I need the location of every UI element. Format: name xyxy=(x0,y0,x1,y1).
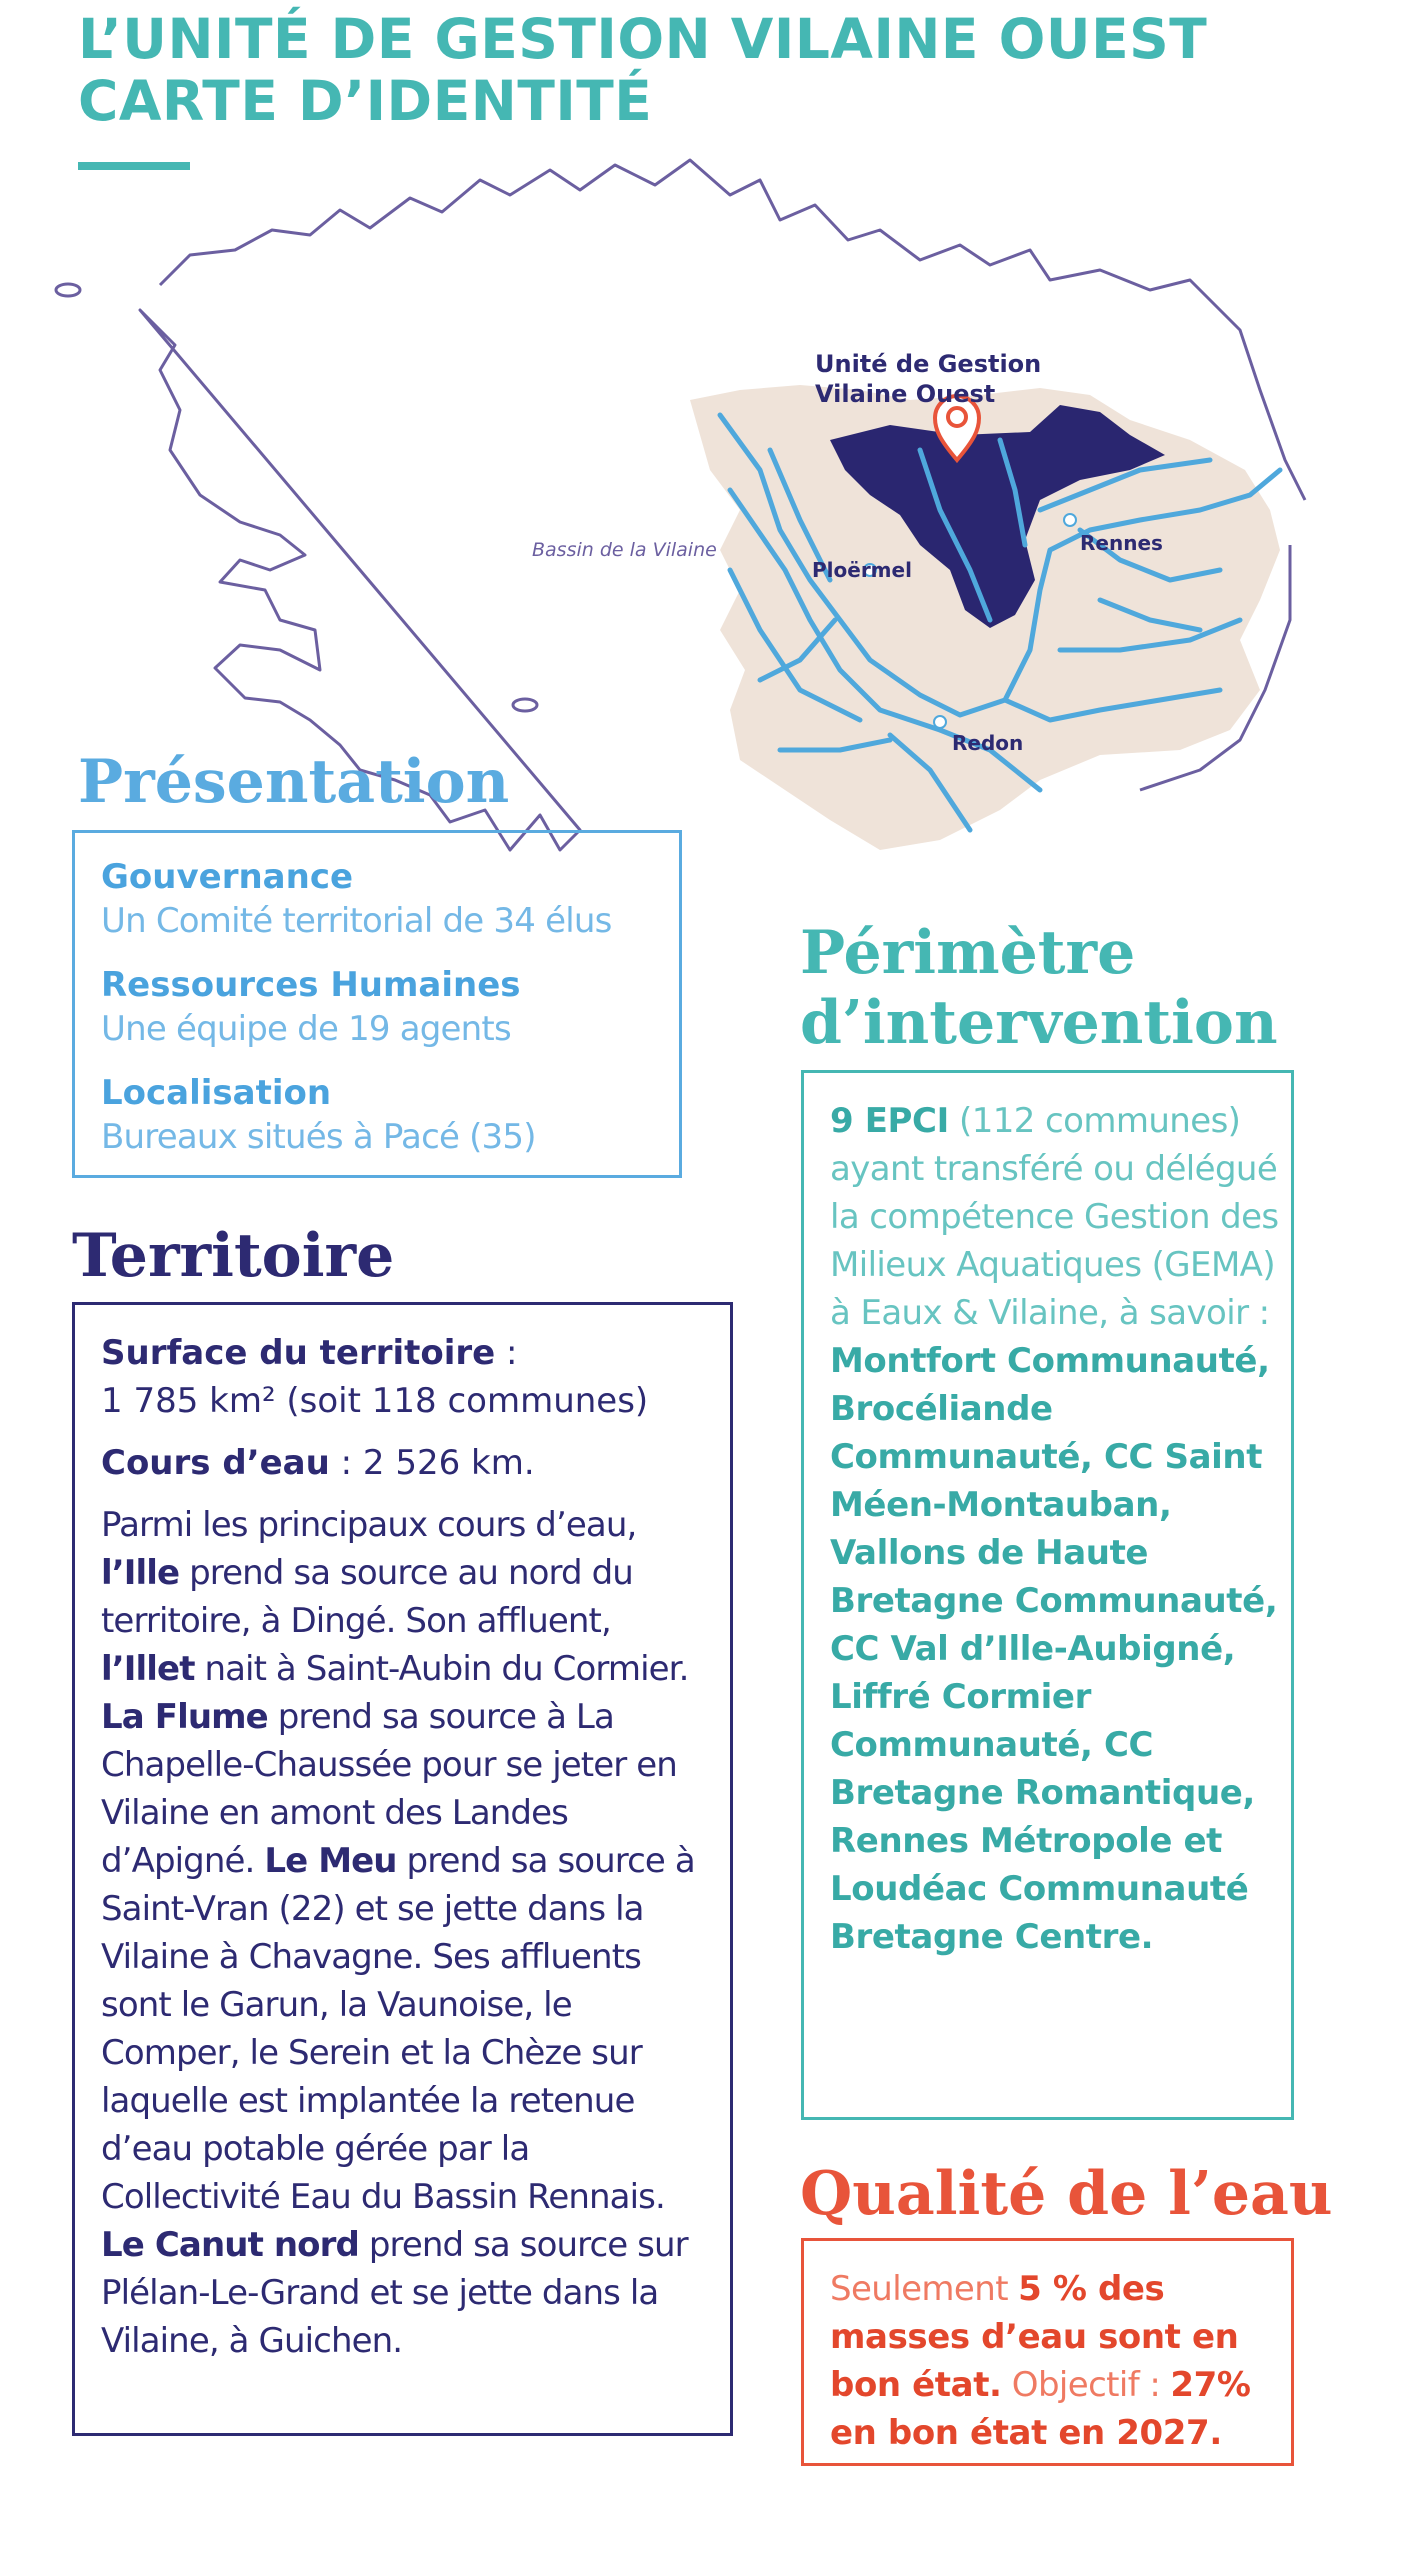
territoire-box xyxy=(72,1302,733,2436)
body-seg: prend sa source sur Plélan-Le-Grand et se jette dans la Vilaine, à Guichen. xyxy=(101,2225,688,2361)
qualite-text xyxy=(830,2265,1281,2457)
territoire-heading: Territoire xyxy=(72,1221,395,1291)
body-seg: prend sa source à La Chapelle-Chaussée pour se jeter en Vilaine en amont des Landes d’Apigné. xyxy=(101,1697,677,1881)
river-ille: l’Ille xyxy=(101,1553,180,1593)
river-meu: Le Meu xyxy=(264,1841,397,1881)
perimetre-intro: (112 communes) ayant transféré ou délégué la compétence Gestion des Milieux Aquatiques (GEMA) à Eaux & Vilaine, à savoir : xyxy=(830,1101,1279,1333)
location-text: Bureaux situés à Pacé (35) xyxy=(101,1117,536,1157)
body-seg: prend sa source au nord du territoire, à Dingé. Son affluent, xyxy=(101,1553,633,1641)
basin-label: Bassin de la Vilaine xyxy=(532,539,717,561)
city-dot-redon xyxy=(934,716,946,728)
surface-label: Surface du territoire xyxy=(101,1333,496,1373)
city-dot-rennes xyxy=(1064,514,1076,526)
human-resources-text: Une équipe de 19 agents xyxy=(101,1009,511,1049)
human-resources-title: Ressources Humaines xyxy=(101,965,521,1005)
unit-label-line-1: Unité de Gestion xyxy=(815,350,1042,378)
territoire-body xyxy=(101,1501,710,2365)
presentation-heading: Présentation xyxy=(78,747,510,817)
river-canut-nord: Le Canut nord xyxy=(101,2225,359,2265)
unit-label-line-2: Vilaine Ouest xyxy=(815,380,996,408)
body-seg: Parmi les principaux cours d’eau, xyxy=(101,1505,637,1545)
epci-label: 9 EPCI xyxy=(830,1101,949,1141)
cours-label: Cours d’eau xyxy=(101,1443,330,1483)
qualite-bold-1: 5 % des masses d’eau sont en bon état. xyxy=(830,2269,1239,2405)
city-label-rennes: Rennes xyxy=(1080,531,1163,555)
governance-title: Gouvernance xyxy=(101,857,354,897)
body-seg: nait à Saint-Aubin du Cormier. xyxy=(194,1649,689,1689)
island xyxy=(513,699,537,711)
surface-value: 1 785 km² (soit 118 communes) xyxy=(101,1381,649,1421)
qualite-heading: Qualité de l’eau xyxy=(800,2159,1333,2229)
page-title xyxy=(78,8,1378,132)
epci-list: Montfort Communauté, Brocéliande Communauté, CC Saint Méen-Montauban, Vallons de Haute Bretagne Communauté, CC Val d’Ille-Aubigné, Liffré Cormier Communauté, CC Bretagne Romantique, Rennes Métropole et Loudéac Communauté Bretagne Centre. xyxy=(830,1341,1278,1957)
perimetre-heading-line-1: Périmètre xyxy=(800,918,1136,988)
qualite-text-1: Seulement xyxy=(830,2269,1019,2309)
city-label-ploermel: Ploërmel xyxy=(812,558,912,582)
island xyxy=(56,284,80,296)
perimetre-heading-line-2: d’intervention xyxy=(800,988,1278,1058)
qualite-box xyxy=(801,2238,1294,2466)
governance-text: Un Comité territorial de 34 élus xyxy=(101,901,612,941)
perimetre-text xyxy=(830,1097,1283,1961)
surface-sep: : xyxy=(495,1333,518,1373)
title-line-2: CARTE D’IDENTITÉ xyxy=(78,69,653,133)
location-title: Localisation xyxy=(101,1073,332,1113)
cours-paragraph xyxy=(101,1439,710,1487)
city-label-redon: Redon xyxy=(952,731,1024,755)
title-line-1: L’UNITÉ DE GESTION VILAINE OUEST xyxy=(78,7,1208,71)
qualite-bold-2: 27% en bon état en 2027. xyxy=(830,2365,1251,2453)
body-seg: prend sa source à Saint-Vran (22) et se jette dans la Vilaine à Chavagne. Ses affluents sont le Garun, la Vaunoise, le Comper, le Serein et la Chèze sur laquelle est implantée la retenue d’eau potable gérée par la Collectivité Eau du Bassin Rennais. xyxy=(101,1841,695,2217)
surface-paragraph xyxy=(101,1329,710,1425)
perimetre-heading xyxy=(800,918,1278,1058)
presentation-box xyxy=(72,830,682,1178)
qualite-text-2: Objectif : xyxy=(1001,2365,1171,2405)
river-illet: l’Illet xyxy=(101,1649,195,1689)
perimetre-box xyxy=(801,1070,1294,2120)
cours-value: : 2 526 km. xyxy=(329,1443,535,1483)
river-flume: La Flume xyxy=(101,1697,268,1737)
